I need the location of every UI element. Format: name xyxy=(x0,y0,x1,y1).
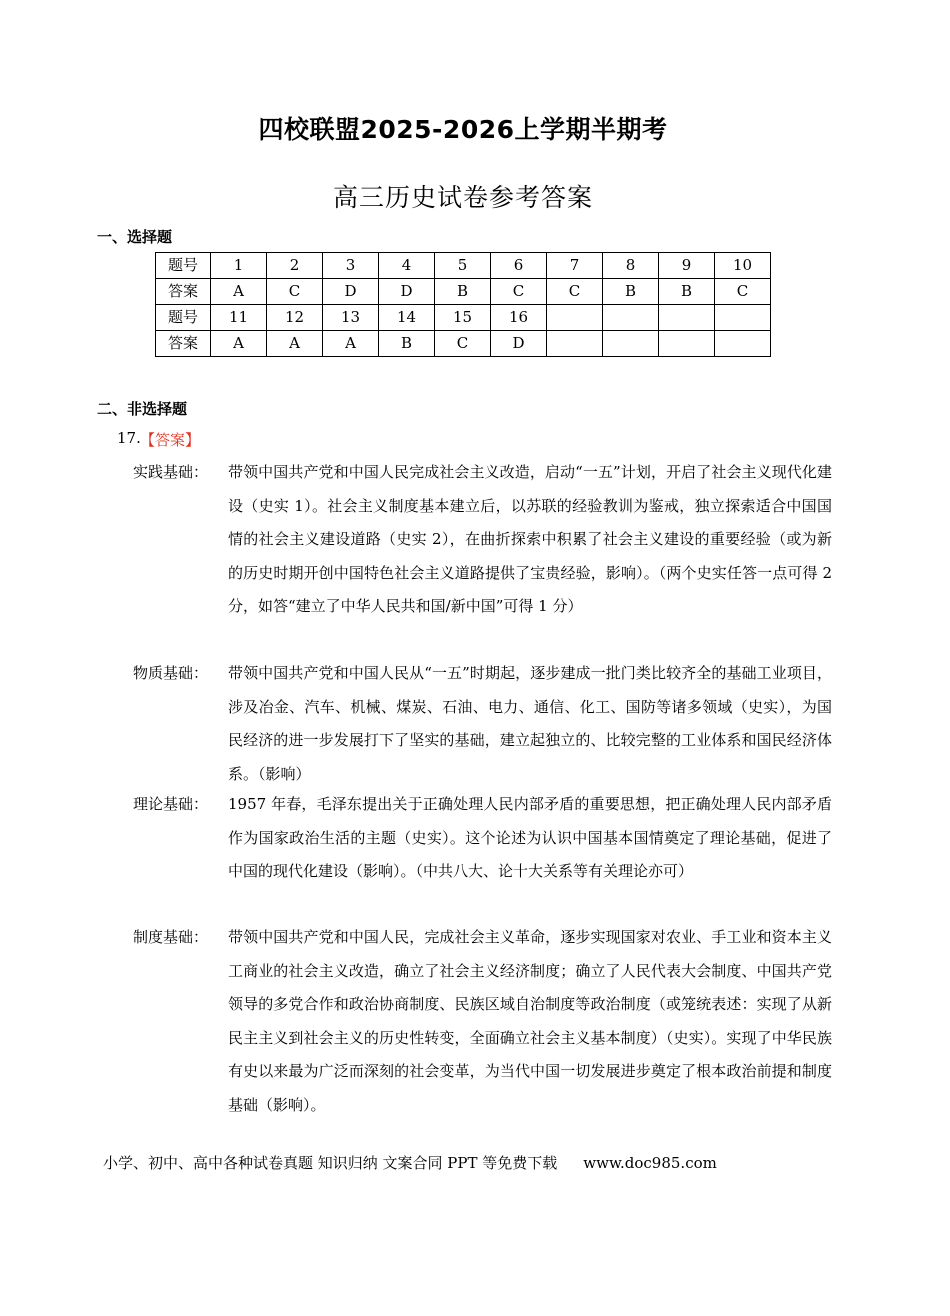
answer-cell: 2 xyxy=(267,253,323,279)
answer-cell: A xyxy=(323,331,379,357)
answer-cell: 13 xyxy=(323,305,379,331)
row-header-cell: 题号 xyxy=(156,305,211,331)
section-heading-choice: 一、选择题 xyxy=(97,228,173,246)
answer-cell: 11 xyxy=(211,305,267,331)
answer-cell xyxy=(603,331,659,357)
block-text: 带领中国共产党和中国人民从“一五”时期起，逐步建成一批门类比较齐全的基础工业项目，涉及冶金、汽车、机械、煤炭、石油、电力、通信、化工、国防等诸多领域（史实），为国民经济的进一步发展打下了坚实的基础，建立起独立的、比较完整的工业体系和国民经济体系。（影响） xyxy=(228,664,832,783)
answer-cell: 12 xyxy=(267,305,323,331)
section-heading-nonchoice: 二、非选择题 xyxy=(97,400,188,418)
answer-cell: C xyxy=(267,279,323,305)
answer-block-system xyxy=(133,921,833,1123)
answer-cell: 10 xyxy=(715,253,771,279)
question-number: 17. xyxy=(117,429,141,447)
answer-cell: 3 xyxy=(323,253,379,279)
row-header-cell: 题号 xyxy=(156,253,211,279)
answer-cell: A xyxy=(267,331,323,357)
answer-cell: B xyxy=(659,279,715,305)
block-text: 带领中国共产党和中国人民完成社会主义改造，启动“一五”计划，开启了社会主义现代化建设（史实 1）。社会主义制度基本建立后，以苏联的经验教训为鉴戒，独立探索适合中国国情的社会主义建设道路（史实 2），在曲折探索中积累了社会主义建设的重要经验（或为新的历史时期开创中国特色社会主义道路提供了宝贵经验，影响）。（两个史实任答一点可得 2 分，如答“建立了中华人民共和国/新中国”可得 1 分） xyxy=(228,463,832,616)
document-subtitle: 高三历史试卷参考答案 xyxy=(332,183,593,212)
answer-tag: 【答案】 xyxy=(140,431,201,449)
answer-block-material xyxy=(133,657,833,791)
answer-cell: 5 xyxy=(435,253,491,279)
block-text: 1957 年春，毛泽东提出关于正确处理人民内部矛盾的重要思想，把正确处理人民内部矛盾作为国家政治生活的主题（史实）。这个论述为认识中国基本国情奠定了理论基础，促进了中国的现代化建设（影响）。（中共八大、论十大关系等有关理论亦可） xyxy=(228,795,832,881)
block-label: 物质基础： xyxy=(133,664,209,682)
block-text: 带领中国共产党和中国人民，完成社会主义革命，逐步实现国家对农业、手工业和资本主义工商业的社会主义改造，确立了社会主义经济制度；确立了人民代表大会制度、中国共产党领导的多党合作和政治协商制度、民族区域自治制度等政治制度（或笼统表述：实现了从新民主主义到社会主义的历史性转变，全面确立社会主义基本制度）（史实）。实现了中华民族有史以来最为广泛而深刻的社会变革，为当代中国一切发展进步奠定了根本政治前提和制度基础（影响）。 xyxy=(228,928,832,1114)
answer-cell: 7 xyxy=(547,253,603,279)
row-header-cell: 答案 xyxy=(156,279,211,305)
document-title: 四校联盟2025-2026上学期半期考 xyxy=(258,115,668,144)
answer-cell: 8 xyxy=(603,253,659,279)
answer-cell: C xyxy=(435,331,491,357)
answer-block-practice xyxy=(133,456,833,624)
footer-url[interactable]: www.doc985.com xyxy=(583,1154,717,1172)
answer-cell: C xyxy=(547,279,603,305)
footer xyxy=(103,1152,717,1173)
answer-table xyxy=(155,252,771,357)
answer-cell: 16 xyxy=(491,305,547,331)
answer-cell: B xyxy=(435,279,491,305)
answer-cell: B xyxy=(379,331,435,357)
answer-cell: 14 xyxy=(379,305,435,331)
row-header-cell: 答案 xyxy=(156,331,211,357)
answer-cell: C xyxy=(715,279,771,305)
answer-cell xyxy=(715,305,771,331)
answer-cell xyxy=(603,305,659,331)
footer-text: 小学、初中、高中各种试卷真题 知识归纳 文案合同 PPT 等免费下载 xyxy=(103,1154,558,1172)
answer-cell: A xyxy=(211,279,267,305)
answer-cell: 15 xyxy=(435,305,491,331)
block-label: 实践基础： xyxy=(133,463,209,481)
answer-table-row xyxy=(156,279,771,305)
answer-cell xyxy=(659,305,715,331)
answer-table-row xyxy=(156,305,771,331)
answer-table-row xyxy=(156,331,771,357)
answer-cell: 1 xyxy=(211,253,267,279)
answer-cell: 9 xyxy=(659,253,715,279)
answer-cell: 6 xyxy=(491,253,547,279)
answer-table-row xyxy=(156,253,771,279)
answer-cell xyxy=(547,331,603,357)
answer-cell xyxy=(547,305,603,331)
block-label: 制度基础： xyxy=(133,928,209,946)
answer-cell: D xyxy=(491,331,547,357)
answer-cell: 4 xyxy=(379,253,435,279)
answer-cell: A xyxy=(211,331,267,357)
answer-cell: C xyxy=(491,279,547,305)
answer-cell xyxy=(715,331,771,357)
answer-cell: D xyxy=(323,279,379,305)
block-label: 理论基础： xyxy=(133,795,209,813)
answer-cell xyxy=(659,331,715,357)
answer-cell: D xyxy=(379,279,435,305)
answer-cell: B xyxy=(603,279,659,305)
answer-block-theory xyxy=(133,788,833,889)
